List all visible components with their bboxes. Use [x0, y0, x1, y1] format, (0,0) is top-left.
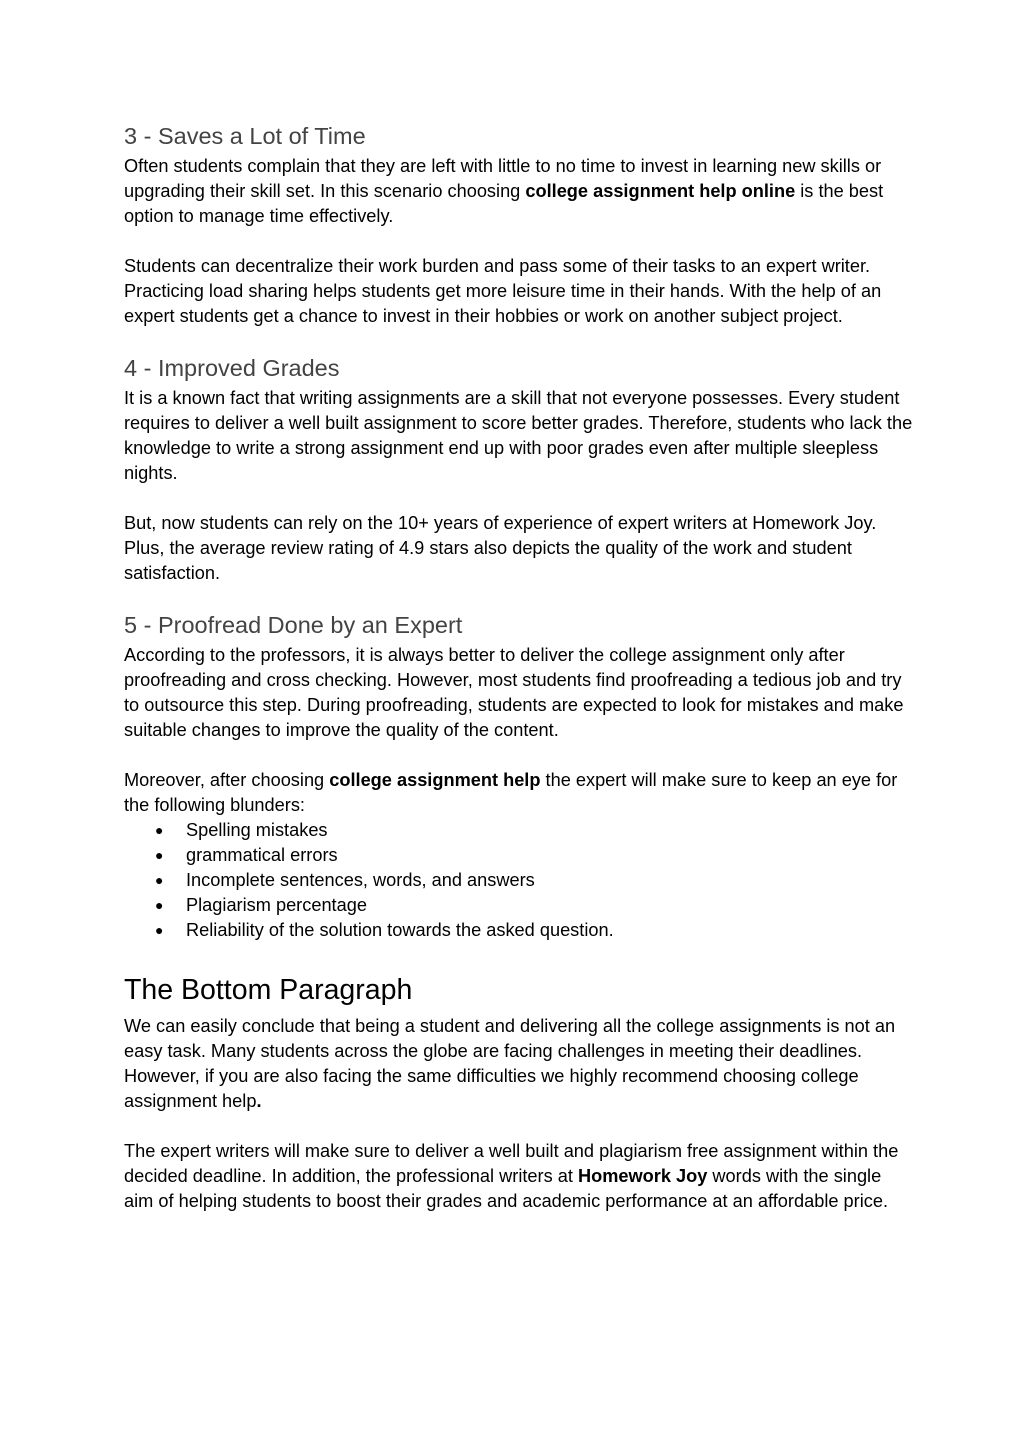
section-heading-saves-time: 3 - Saves a Lot of Time [124, 123, 366, 149]
bullet-icon: ● [155, 897, 164, 913]
list-item: ● Plagiarism percentage [124, 893, 914, 918]
document-page [124, 119, 914, 1214]
bold-phrase: Homework Joy [577, 1166, 708, 1186]
paragraph: But, now students can rely on the 10+ years of experience of expert writers at Homework Joy. Plus, the average review rating of 4.9 stars also depicts the quality of the work and student satisfaction. [124, 513, 877, 583]
list-item: ● grammatical errors [124, 843, 914, 868]
bullet-icon: ● [155, 872, 164, 888]
bold-phrase: college assignment help [329, 770, 541, 790]
paragraph: It is a known fact that writing assignments are a skill that not everyone possesses. Every student requires to deliver a well built assignment to score better grades. Therefore, students who lack the knowledge to write a strong assignment end up with poor grades even after multiple sleepless nights. [124, 388, 913, 483]
section-heading-improved-grades: 4 - Improved Grades [124, 355, 340, 381]
bold-phrase: . [256, 1091, 262, 1111]
blunders-list [124, 818, 914, 943]
paragraph: Often students complain that they are left with little to no time to invest in learning new skills or upgrading their skill set. In this scenario choosing college assignment help online is the best option to manage time effectively. [124, 156, 884, 226]
paragraph: According to the professors, it is always better to deliver the college assignment only after proofreading and cross checking. However, most students find proofreading a tedious job and try to outsource this step. During proofreading, students are expected to look for mistakes and make suitable changes to improve the quality of the content. [124, 645, 904, 740]
section-heading-proofread: 5 - Proofread Done by an Expert [124, 612, 463, 638]
bold-phrase: college assignment help online [525, 181, 796, 201]
bullet-icon: ● [155, 922, 164, 938]
bullet-icon: ● [155, 847, 164, 863]
list-item: ● Spelling mistakes [124, 818, 914, 843]
paragraph: Students can decentralize their work burden and pass some of their tasks to an expert writer. Practicing load sharing helps students get more leisure time in their hands. With the help of an expert students get a chance to invest in their hobbies or work on another subject project. [124, 256, 882, 326]
paragraph: The expert writers will make sure to deliver a well built and plagiarism free assignment within the decided deadline. In addition, the professional writers at Homework Joy words with the single aim of helping students to boost their grades and academic performance at an affordable price. [124, 1141, 899, 1211]
bullet-icon: ● [155, 822, 164, 838]
list-item: ● Incomplete sentences, words, and answers [124, 868, 914, 893]
conclusion-heading: The Bottom Paragraph [124, 974, 413, 1006]
paragraph: We can easily conclude that being a student and delivering all the college assignments is not an easy task. Many students across the globe are facing challenges in meeting their deadlines. However, if you are also facing the same difficulties we highly recommend choosing college assignment help. [124, 1016, 896, 1111]
list-item: ● Reliability of the solution towards the asked question. [124, 918, 914, 943]
paragraph: Moreover, after choosing college assignment help the expert will make sure to keep an eye for the following blunders: [124, 770, 898, 815]
